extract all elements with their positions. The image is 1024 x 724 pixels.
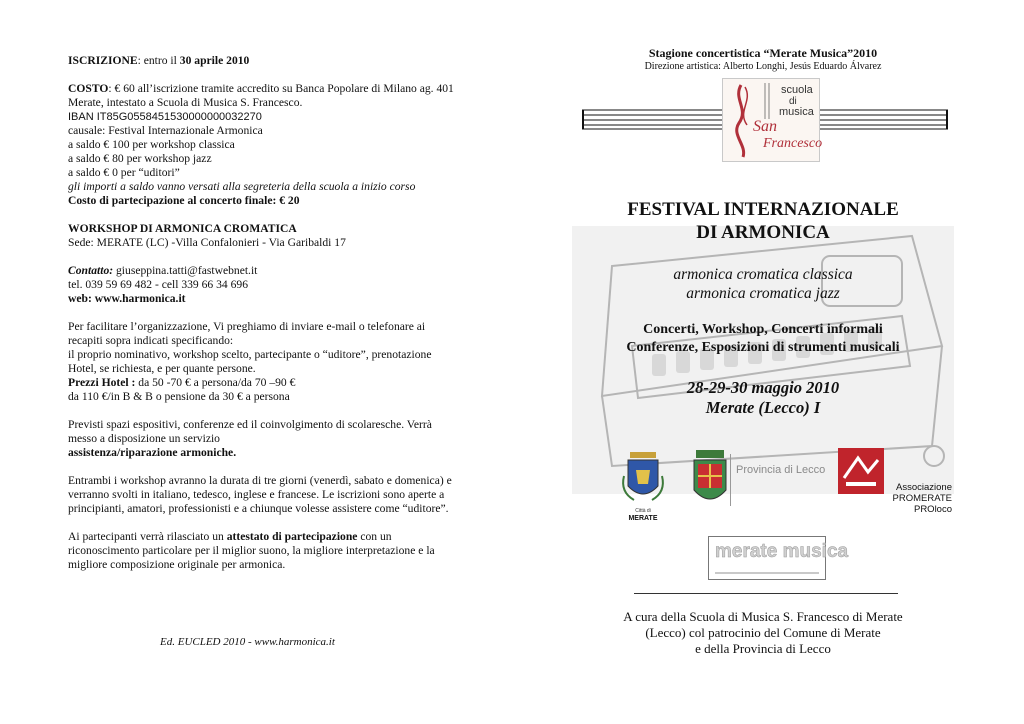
merate-musica-logo bbox=[708, 536, 849, 580]
sponsor-logos bbox=[612, 446, 952, 522]
svg-text:musica: musica bbox=[779, 106, 814, 118]
care-line-3: e della Provincia di Lecco bbox=[695, 641, 831, 656]
nominativo-paragraph: il proprio nominativo, workshop scelto, partecipante o “uditore”, prenotazione Hotel, se richiesta, e per quante persone. bbox=[68, 348, 432, 375]
attestato: attestato di partecipazione bbox=[226, 530, 358, 543]
comune-name: MERATE bbox=[628, 515, 658, 522]
festival-dates bbox=[572, 378, 954, 418]
festival-subtitle bbox=[572, 265, 954, 303]
saldo-classica: a saldo € 100 per workshop classica bbox=[68, 138, 235, 151]
proloco-line-2: PROMERATE PROloco bbox=[892, 493, 952, 515]
organizer-credits bbox=[572, 609, 954, 657]
partecipanti-c: con un riconoscimento particolare per il miglior suono, la migliore interpretazione e la migliore composizione originale per armonica. bbox=[68, 530, 435, 571]
contatto-label: Contatto: bbox=[68, 264, 114, 277]
prezzi-text-1: da 50 -70 € a persona/da 70 –90 € bbox=[135, 376, 296, 389]
merate-musica-logo-icon bbox=[709, 537, 849, 579]
artistic-direction: Direzione artistica: Alberto Longhi, Jesús Eduardo Álvarez bbox=[644, 61, 882, 72]
saldo-uditori: a saldo € 0 per “uditori” bbox=[68, 166, 180, 179]
iscrizione-line bbox=[68, 54, 458, 68]
svg-text:di: di bbox=[789, 96, 797, 107]
sub-line-1: armonica cromatica classica bbox=[673, 266, 853, 283]
iscrizione-label: ISCRIZIONE bbox=[68, 54, 138, 67]
costo-paragraph bbox=[68, 82, 458, 110]
svg-text:San: San bbox=[753, 118, 777, 135]
partecipanti-paragraph bbox=[68, 530, 458, 572]
divider bbox=[730, 454, 731, 506]
provincia-label: Provincia di Lecco bbox=[736, 464, 826, 476]
prezzi-text-2: da 110 €/in B & B o pensione da 30 € a persona bbox=[68, 390, 290, 403]
importi-note: gli importi a saldo vanno versati alla segreteria della scuola a inizio corso bbox=[68, 180, 416, 193]
costo-label: COSTO bbox=[68, 82, 109, 95]
sub-line-2: armonica cromatica jazz bbox=[686, 285, 840, 302]
events-line-1: Concerti, Workshop, Concerti informali bbox=[643, 322, 883, 337]
violin-scroll-icon bbox=[723, 79, 823, 161]
svg-text:Francesco: Francesco bbox=[763, 136, 823, 151]
entrambi-paragraph: Entrambi i workshop avranno la durata di tre giorni (venerdì, sabato e domenica) e verranno svolti in italiano, tedesco, inglese e francese. Le iscrizioni sono aperte a principianti, amatori, professionisti e a chiunque volesse assistere come “uditore”. bbox=[68, 474, 452, 515]
tel: tel. 039 59 69 482 - cell 339 66 34 696 bbox=[68, 278, 249, 291]
costo-text: : € 60 all’iscrizione tramite accredito su Banca Popolare di Milano ag. 401 Merate, intestato a Scuola di Musica S. Francesco. bbox=[68, 82, 454, 109]
merate-crest-icon bbox=[620, 446, 666, 522]
merate-musica-text: merate musica bbox=[715, 541, 849, 562]
facilitare-paragraph: Per facilitare l’organizzazione, Vi preghiamo di inviare e-mail o telefonare ai recapiti sopra indicati specificando: bbox=[68, 320, 426, 347]
care-line-1: A cura della Scuola di Musica S. Francesco di Merate bbox=[623, 609, 903, 624]
scuola-san-francesco-logo bbox=[722, 78, 823, 162]
proloco-text bbox=[852, 482, 952, 515]
contatto-email[interactable]: giuseppina.tatti@fastwebnet.it bbox=[113, 264, 258, 277]
saldo-jazz: a saldo € 80 per workshop jazz bbox=[68, 152, 212, 165]
workshop-title: WORKSHOP DI ARMONICA CROMATICA bbox=[68, 222, 297, 235]
iscrizione-text: : entro il bbox=[137, 54, 180, 67]
causale: causale: Festival Internazionale Armonica bbox=[68, 124, 263, 137]
sede: Sede: MERATE (LC) -Villa Confalonieri - Via Garibaldi 17 bbox=[68, 236, 346, 249]
dates-line-2: Merate (Lecco) I bbox=[705, 398, 821, 417]
care-line-2: (Lecco) col patrocinio del Comune di Merate bbox=[645, 625, 881, 640]
costo-concerto: Costo di partecipazione al concerto finale: € 20 bbox=[68, 194, 300, 207]
iban: IBAN IT85G0558451530000000032270 bbox=[68, 111, 262, 123]
dates-line-1: 28-29-30 maggio 2010 bbox=[686, 378, 840, 397]
iscrizione-date: 30 aprile 2010 bbox=[179, 54, 250, 67]
left-panel bbox=[68, 54, 458, 572]
comune-label: Città di bbox=[635, 508, 651, 514]
web-link[interactable]: web: www.harmonica.it bbox=[68, 292, 186, 305]
prezzi-line bbox=[68, 376, 458, 390]
previsti-paragraph: Previsti spazi espositivi, conferenze ed il coinvolgimento di scolaresche. Verrà messo a disposizione un servizio bbox=[68, 418, 432, 445]
proloco-line-1: Associazione bbox=[896, 482, 952, 493]
provincia-crest-icon bbox=[688, 446, 732, 512]
prezzi-label: Prezzi Hotel : bbox=[68, 376, 136, 389]
assistenza: assistenza/riparazione armoniche. bbox=[68, 446, 237, 459]
contatto-line bbox=[68, 264, 458, 278]
separator-line bbox=[634, 593, 898, 594]
events-list bbox=[572, 321, 954, 357]
title-line-1: FESTIVAL INTERNAZIONALE bbox=[627, 199, 899, 220]
title-line-2: DI ARMONICA bbox=[696, 222, 830, 243]
footer-edition: Ed. EUCLED 2010 - www.harmonica.it bbox=[160, 636, 335, 648]
season-title: Stagione concertistica “Merate Musica”2010 bbox=[648, 46, 878, 60]
festival-title bbox=[572, 198, 954, 244]
partecipanti-a: Ai partecipanti verrà rilasciato un bbox=[68, 530, 227, 543]
events-line-2: Conferenze, Esposizioni di strumenti musicali bbox=[626, 340, 900, 355]
logo-scuola: scuola bbox=[781, 84, 813, 96]
